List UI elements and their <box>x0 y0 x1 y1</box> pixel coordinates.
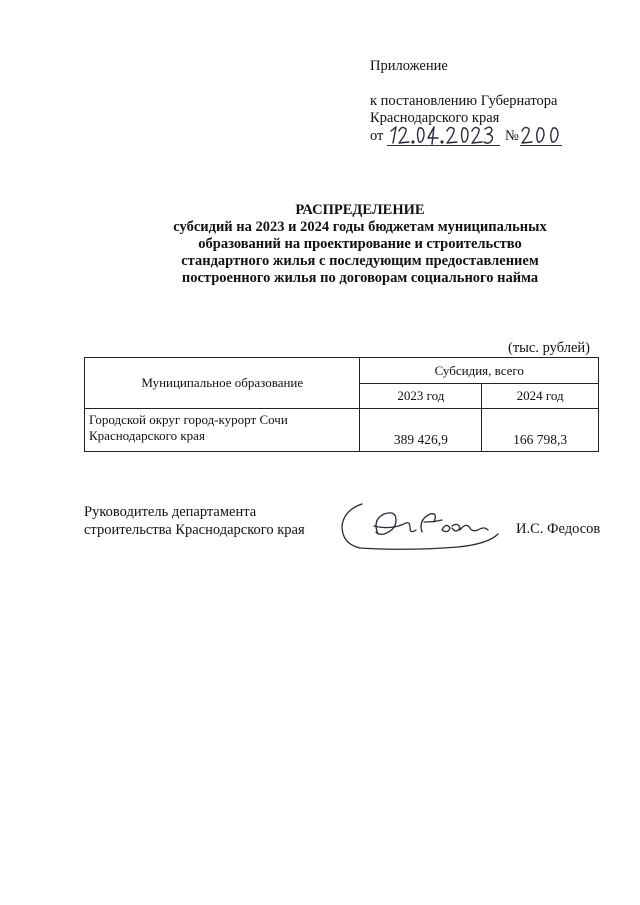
appendix-block <box>370 58 630 147</box>
municipality-line-2: Краснодарского края <box>89 428 205 443</box>
handwritten-date <box>388 124 498 146</box>
table-header-row <box>85 358 599 384</box>
signatory-name: И.С. Федосов <box>516 521 601 537</box>
subsidy-table <box>84 357 599 452</box>
number-prefix: № <box>505 128 519 144</box>
appendix-line-1: к постановлению Губернатора <box>370 93 558 109</box>
table-row <box>85 409 599 452</box>
header-subsidy: Субсидия, всего <box>360 358 599 384</box>
title-line-4: построенного жилья по договорам социального найма <box>181 270 539 286</box>
header-municipality: Муниципальное образование <box>85 358 360 409</box>
municipality-line-1: Городской округ город-курорт Сочи <box>89 412 288 427</box>
document-title <box>150 202 570 287</box>
title-heading: РАСПРЕДЕЛЕНИЕ <box>295 202 425 218</box>
signature-image <box>338 500 508 552</box>
title-line-3: стандартного жилья с последующим предоставлением <box>181 253 539 269</box>
title-line-1: субсидий на 2023 и 2024 годы бюджетам муниципальных <box>173 219 547 235</box>
position-line-1: Руководитель департамента <box>84 504 257 520</box>
appendix-line-2: Краснодарского края <box>370 110 500 126</box>
date-prefix: от <box>370 128 384 144</box>
header-year-2024: 2024 год <box>482 384 599 409</box>
value-2024: 166 798,3 <box>482 409 599 452</box>
handwritten-number <box>520 124 564 146</box>
appendix-label: Приложение <box>370 58 448 74</box>
header-year-2023: 2023 год <box>360 384 482 409</box>
unit-label: (тыс. рублей) <box>508 340 590 356</box>
title-line-2: образований на проектирование и строительство <box>198 236 522 252</box>
municipality-cell <box>85 409 360 452</box>
signatory-position <box>84 503 305 539</box>
position-line-2: строительства Краснодарского края <box>84 522 305 538</box>
value-2023: 389 426,9 <box>360 409 482 452</box>
date-number-line <box>370 127 630 147</box>
